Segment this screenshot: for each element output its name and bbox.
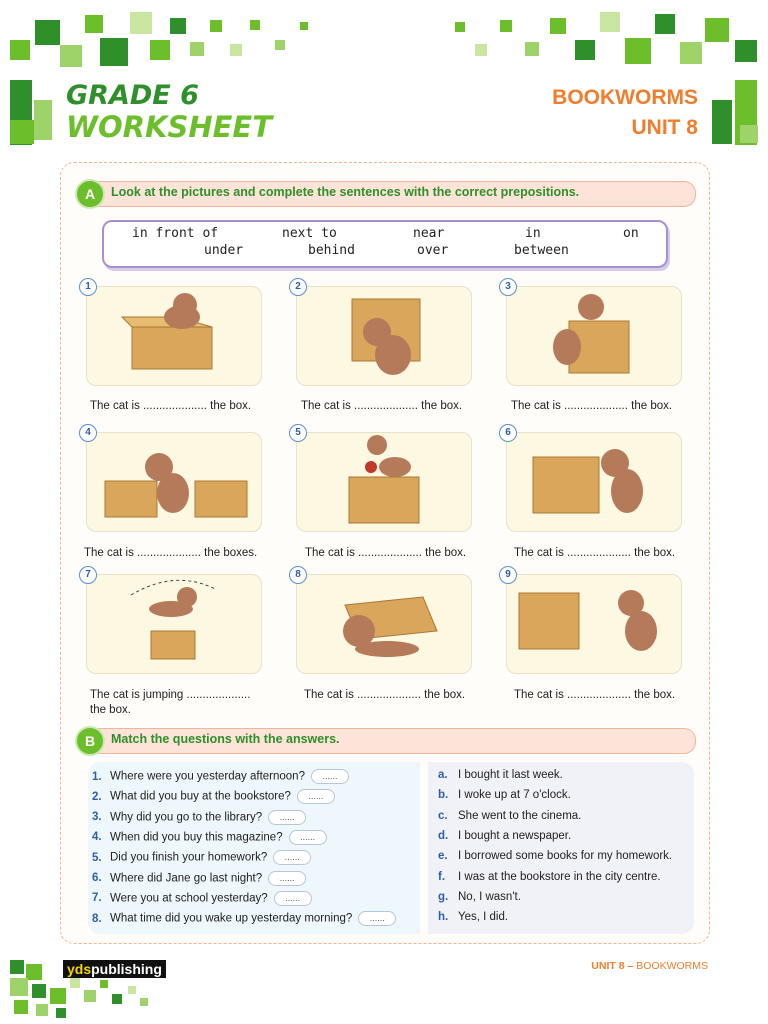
cat-box-illustration [297,433,471,531]
question-row [92,871,306,889]
word-bank-item: under [204,243,244,258]
word-bank-item: near [413,226,445,241]
answer-row [438,871,661,883]
answer-letter: a. [438,769,448,781]
answer-row [438,830,571,842]
question-row [92,850,311,868]
picture-3 [506,286,682,386]
question-row [92,891,312,909]
sentence-2[interactable]: The cat is .................... the box. [301,400,463,412]
picture-2 [296,286,472,386]
question-number: 7. [92,892,102,905]
sentence-7[interactable]: The cat is jumping .................... the box. [90,689,251,716]
answer-blank[interactable]: ...... [358,911,396,926]
picture-number: 7 [79,566,97,584]
question-row [92,810,306,828]
answer-text: I bought a newspaper. [458,829,572,842]
answer-text: I woke up at 7 o'clock. [458,789,571,802]
picture-4 [86,432,262,532]
picture-number: 3 [499,278,517,296]
unit-title: UNIT 8 [631,116,698,139]
cat-box-illustration [297,287,471,385]
footer-label [591,960,708,972]
question-text: When did you buy this magazine? [110,831,283,844]
answer-text: She went to the cinema. [458,809,582,822]
question-text: Where did Jane go last night? [110,872,263,885]
picture-number: 4 [79,424,97,442]
word-bank-item: next to [282,226,337,241]
question-row [92,789,335,807]
picture-6 [506,432,682,532]
answer-blank[interactable]: ...... [311,769,349,784]
word-bank-item: in [525,226,541,241]
logo-rest: publishing [91,961,162,977]
answer-blank[interactable]: ...... [268,871,306,886]
word-bank-item: over [417,243,449,258]
answers-column [428,762,694,934]
picture-1 [86,286,262,386]
cat-box-illustration [87,575,261,673]
question-text: Did you finish your homework? [110,851,268,864]
cat-box-illustration [297,575,471,673]
question-number: 8. [92,912,102,925]
sentence-1[interactable]: The cat is .................... the box. [90,400,252,412]
grade-title: GRADE 6 [66,80,199,111]
question-text: Were you at school yesterday? [110,892,268,905]
sentence-5[interactable]: The cat is .................... the box. [305,547,467,559]
question-row [92,911,396,929]
picture-number: 5 [289,424,307,442]
word-bank-item: behind [308,243,355,258]
answer-row [438,850,672,862]
picture-number: 9 [499,566,517,584]
answer-row [438,911,508,923]
sentence-8[interactable]: The cat is .................... the box. [304,689,466,701]
picture-number: 6 [499,424,517,442]
section-b-badge: B [75,726,105,756]
picture-number: 8 [289,566,307,584]
publisher-logo [63,960,166,978]
answer-row [438,810,581,822]
answer-blank[interactable]: ...... [274,891,312,906]
answer-letter: d. [438,829,449,842]
answer-blank[interactable]: ...... [268,810,306,825]
picture-9 [506,574,682,674]
picture-5 [296,432,472,532]
answer-letter: b. [438,789,449,802]
section-a-badge: A [75,179,105,209]
question-text: Where were you yesterday afternoon? [110,770,305,783]
answer-blank[interactable]: ...... [273,850,311,865]
question-number: 5. [92,851,102,864]
question-number: 4. [92,831,102,844]
question-text: Why did you go to the library? [110,811,263,824]
answer-text: I bought it last week. [458,769,563,781]
worksheet-title: WORKSHEET [66,110,273,144]
sentence-9[interactable]: The cat is .................... the box. [514,689,676,701]
answer-letter: h. [438,911,449,924]
picture-number: 1 [79,278,97,296]
answer-row [438,789,571,801]
footer-unit: UNIT 8 – [591,960,634,972]
answer-letter: c. [438,809,448,822]
cat-box-illustration [507,575,681,673]
word-bank-item: in front of [132,226,219,241]
sentence-3[interactable]: The cat is .................... the box. [511,400,673,412]
question-row [92,769,349,787]
word-bank-item: between [514,243,569,258]
cat-box-illustration [507,287,681,385]
word-bank [102,220,668,268]
answer-row [438,769,563,781]
answer-blank[interactable]: ...... [297,789,335,804]
answer-row [438,891,521,903]
answer-letter: e. [438,850,448,863]
word-bank-item: on [623,226,639,241]
logo-prefix: yds [67,961,92,977]
book-title: BOOKWORMS [552,86,698,109]
picture-7 [86,574,262,674]
answer-text: I borrowed some books for my homework. [458,850,673,863]
footer-book: BOOKWORMS [636,960,708,972]
cat-box-illustration [87,433,261,531]
sentence-4[interactable]: The cat is .................... the boxes. [84,547,258,559]
picture-8 [296,574,472,674]
answer-letter: g. [438,890,449,903]
answer-letter: f. [438,870,446,883]
question-number: 3. [92,811,102,824]
section-a-instruction-bar [88,181,696,207]
picture-number: 2 [289,278,307,296]
question-number: 6. [92,872,102,885]
question-text: What time did you wake up yesterday morning? [110,912,353,925]
section-b-instruction: Match the questions with the answers. [111,732,340,746]
cat-box-illustration [507,433,681,531]
answer-blank[interactable]: ...... [289,830,327,845]
question-row [92,830,327,848]
cat-box-illustration [87,287,261,385]
sentence-6[interactable]: The cat is .................... the box. [514,547,676,559]
question-text: What did you buy at the bookstore? [110,790,291,803]
question-number: 2. [92,790,102,803]
section-a-instruction: Look at the pictures and complete the sentences with the correct prepositions. [111,185,580,199]
question-number: 1. [92,770,102,783]
section-b-instruction-bar [88,728,696,754]
answer-text: No, I wasn't. [458,890,521,903]
answer-text: Yes, I did. [458,911,509,924]
answer-text: I was at the bookstore in the city centre. [458,870,661,883]
